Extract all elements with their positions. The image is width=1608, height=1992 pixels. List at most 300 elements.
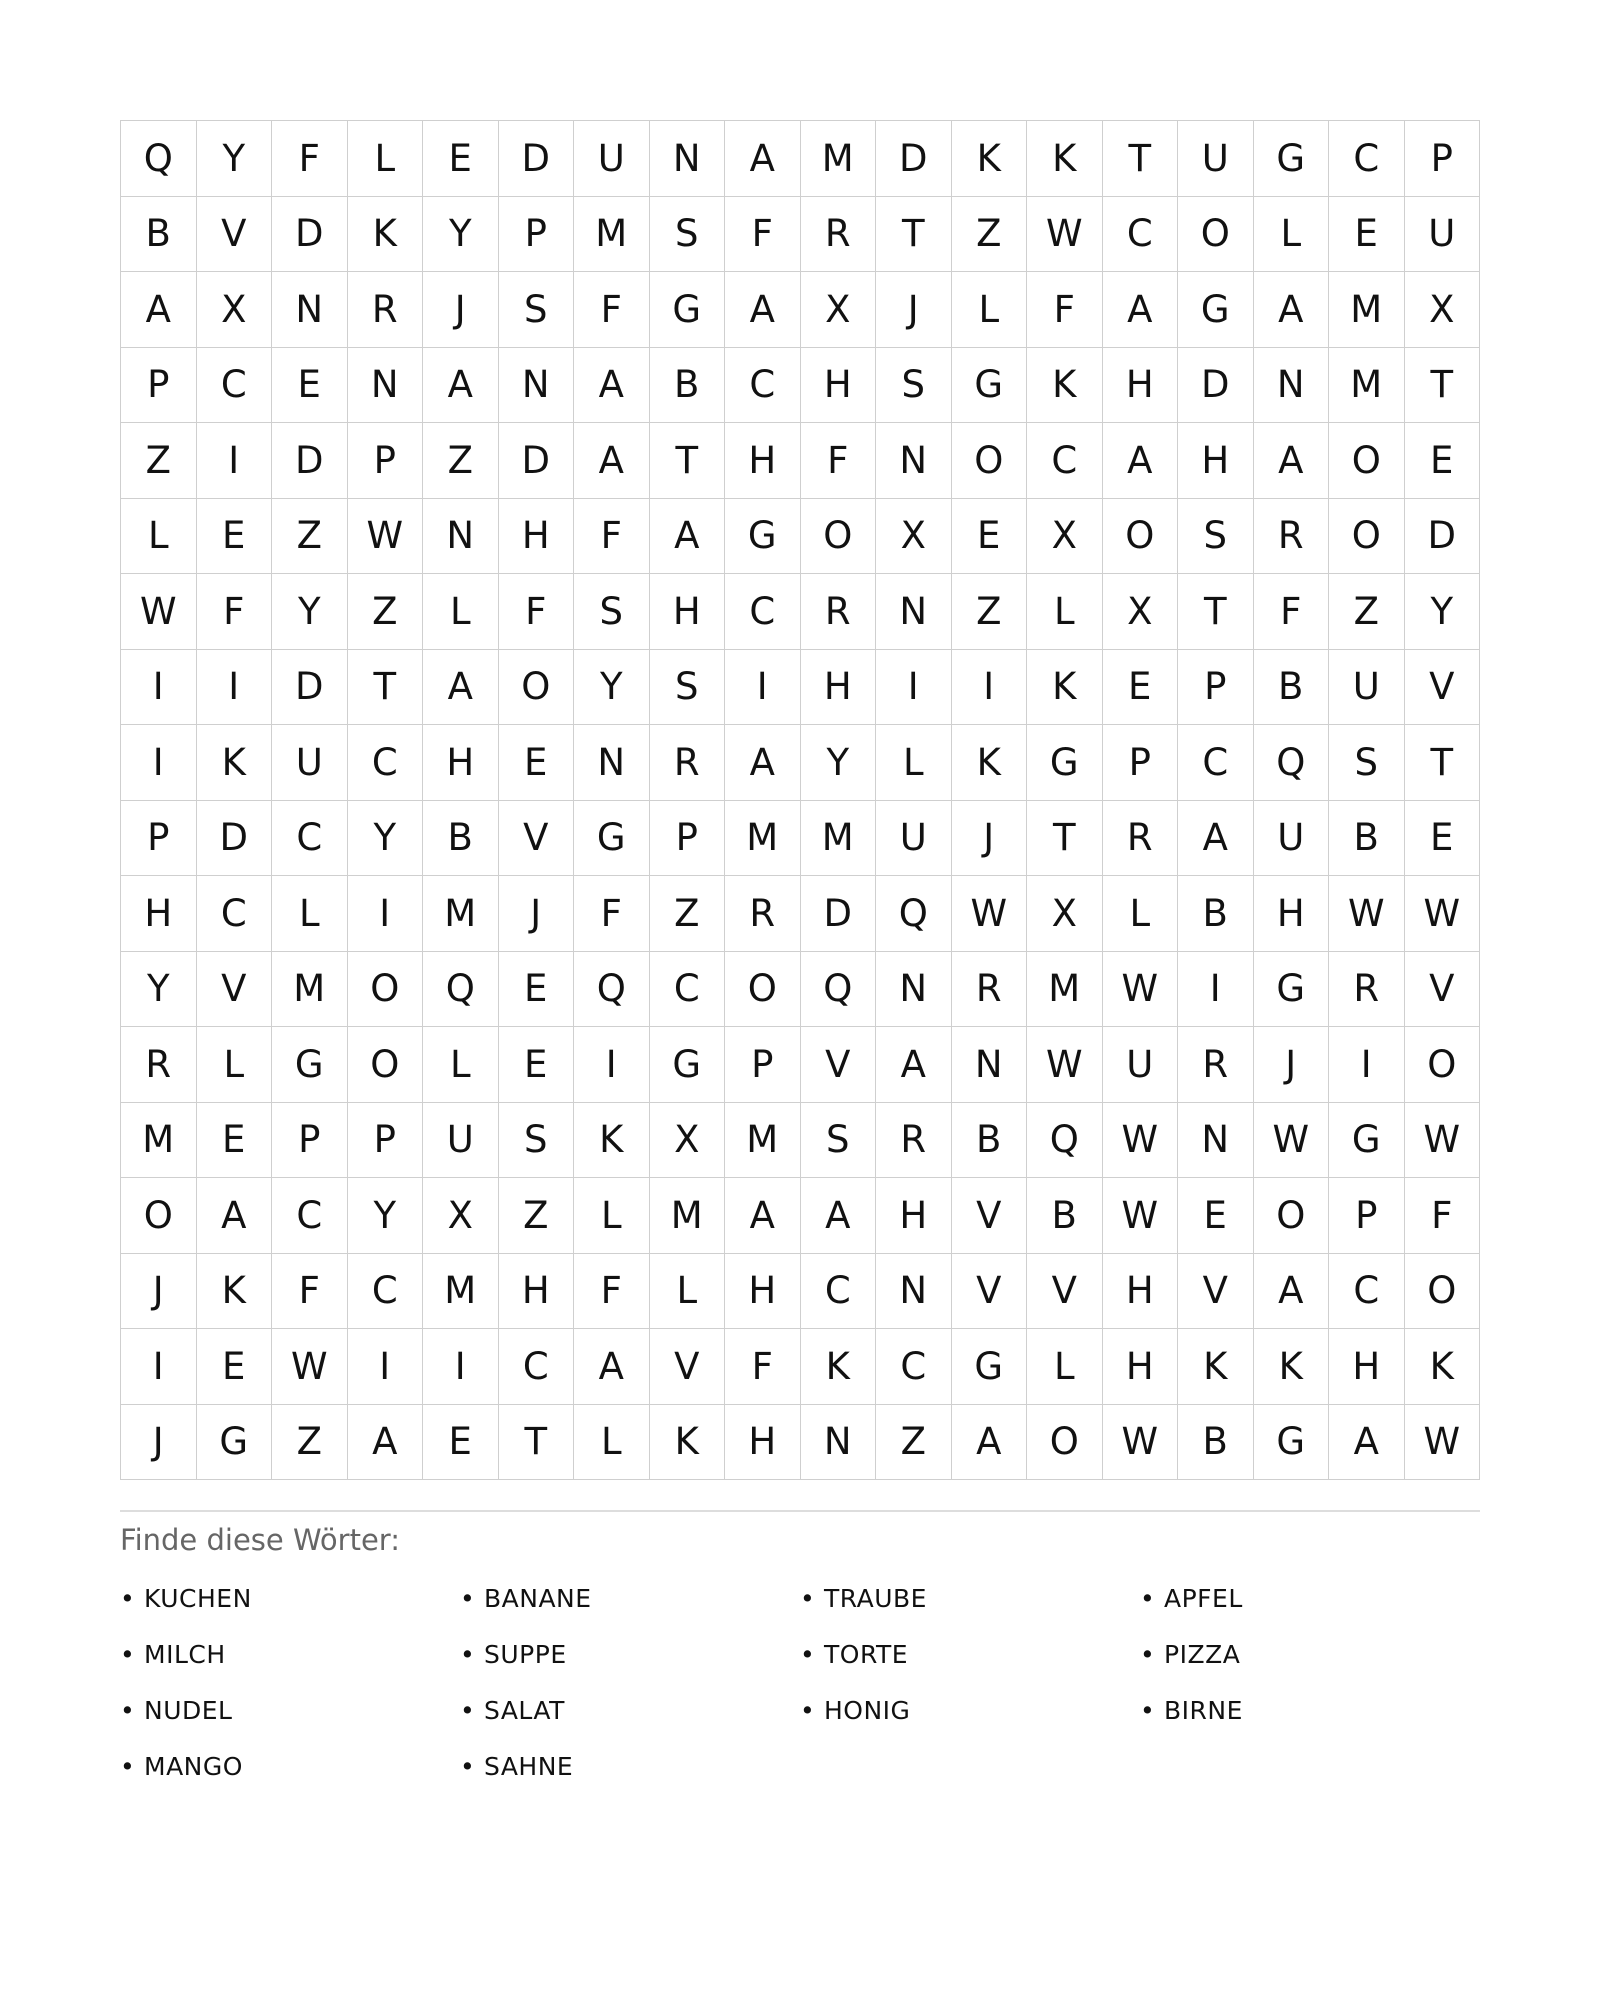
grid-cell[interactable]: X <box>423 1178 499 1254</box>
grid-cell[interactable]: H <box>499 499 575 575</box>
grid-cell[interactable]: E <box>272 348 348 424</box>
grid-cell[interactable]: Z <box>121 423 197 499</box>
grid-cell[interactable]: L <box>1103 876 1179 952</box>
grid-cell[interactable]: V <box>1178 1254 1254 1330</box>
grid-cell[interactable]: Z <box>423 423 499 499</box>
grid-cell[interactable]: V <box>1027 1254 1103 1330</box>
grid-cell[interactable]: T <box>876 197 952 273</box>
grid-cell[interactable]: K <box>348 197 424 273</box>
grid-cell[interactable]: N <box>952 1027 1028 1103</box>
grid-cell[interactable]: N <box>876 423 952 499</box>
grid-cell[interactable]: Z <box>272 499 348 575</box>
grid-cell[interactable]: J <box>121 1405 197 1481</box>
grid-cell[interactable]: I <box>725 650 801 726</box>
grid-cell[interactable]: A <box>876 1027 952 1103</box>
grid-cell[interactable]: A <box>574 348 650 424</box>
grid-cell[interactable]: V <box>1405 952 1481 1028</box>
grid-cell[interactable]: D <box>272 423 348 499</box>
grid-cell[interactable]: T <box>1405 348 1481 424</box>
grid-cell[interactable]: X <box>1103 574 1179 650</box>
grid-cell[interactable]: G <box>1254 1405 1330 1481</box>
grid-cell[interactable]: M <box>423 876 499 952</box>
grid-cell[interactable]: B <box>1027 1178 1103 1254</box>
grid-cell[interactable]: S <box>650 197 726 273</box>
grid-cell[interactable]: E <box>1178 1178 1254 1254</box>
grid-cell[interactable]: O <box>1405 1254 1481 1330</box>
grid-cell[interactable]: G <box>1254 952 1330 1028</box>
grid-cell[interactable]: B <box>1329 801 1405 877</box>
grid-cell[interactable]: S <box>1329 725 1405 801</box>
grid-cell[interactable]: S <box>499 1103 575 1179</box>
grid-cell[interactable]: F <box>1027 272 1103 348</box>
grid-cell[interactable]: J <box>423 272 499 348</box>
grid-cell[interactable]: K <box>1027 650 1103 726</box>
grid-cell[interactable]: O <box>348 1027 424 1103</box>
grid-cell[interactable]: A <box>423 348 499 424</box>
grid-cell[interactable]: K <box>801 1329 877 1405</box>
grid-cell[interactable]: T <box>1103 121 1179 197</box>
grid-cell[interactable]: I <box>348 1329 424 1405</box>
grid-cell[interactable]: K <box>1027 121 1103 197</box>
grid-cell[interactable]: W <box>1103 1405 1179 1481</box>
grid-cell[interactable]: H <box>1103 1254 1179 1330</box>
grid-cell[interactable]: C <box>1178 725 1254 801</box>
grid-cell[interactable]: N <box>348 348 424 424</box>
grid-cell[interactable]: M <box>725 1103 801 1179</box>
grid-cell[interactable]: K <box>1027 348 1103 424</box>
grid-cell[interactable]: X <box>876 499 952 575</box>
grid-cell[interactable]: L <box>574 1405 650 1481</box>
grid-cell[interactable]: N <box>1254 348 1330 424</box>
grid-cell[interactable]: A <box>650 499 726 575</box>
grid-cell[interactable]: W <box>1103 1103 1179 1179</box>
grid-cell[interactable]: S <box>1178 499 1254 575</box>
grid-cell[interactable]: S <box>876 348 952 424</box>
grid-cell[interactable]: P <box>1405 121 1481 197</box>
grid-cell[interactable]: L <box>952 272 1028 348</box>
grid-cell[interactable]: T <box>499 1405 575 1481</box>
grid-cell[interactable]: U <box>1178 121 1254 197</box>
grid-cell[interactable]: M <box>1329 272 1405 348</box>
grid-cell[interactable]: Z <box>499 1178 575 1254</box>
grid-cell[interactable]: H <box>876 1178 952 1254</box>
grid-cell[interactable]: F <box>574 1254 650 1330</box>
grid-cell[interactable]: E <box>1405 801 1481 877</box>
grid-cell[interactable]: I <box>574 1027 650 1103</box>
grid-cell[interactable]: L <box>272 876 348 952</box>
grid-cell[interactable]: F <box>197 574 273 650</box>
grid-cell[interactable]: E <box>1103 650 1179 726</box>
grid-cell[interactable]: T <box>650 423 726 499</box>
grid-cell[interactable]: Y <box>423 197 499 273</box>
grid-cell[interactable]: R <box>876 1103 952 1179</box>
grid-cell[interactable]: O <box>121 1178 197 1254</box>
grid-cell[interactable]: M <box>1027 952 1103 1028</box>
grid-cell[interactable]: L <box>1027 1329 1103 1405</box>
grid-cell[interactable]: A <box>725 1178 801 1254</box>
grid-cell[interactable]: O <box>499 650 575 726</box>
grid-cell[interactable]: R <box>121 1027 197 1103</box>
grid-cell[interactable]: T <box>348 650 424 726</box>
grid-cell[interactable]: M <box>725 801 801 877</box>
grid-cell[interactable]: U <box>272 725 348 801</box>
grid-cell[interactable]: P <box>348 1103 424 1179</box>
grid-cell[interactable]: U <box>876 801 952 877</box>
grid-cell[interactable]: V <box>499 801 575 877</box>
grid-cell[interactable]: V <box>197 952 273 1028</box>
grid-cell[interactable]: U <box>1329 650 1405 726</box>
grid-cell[interactable]: M <box>121 1103 197 1179</box>
grid-cell[interactable]: N <box>1178 1103 1254 1179</box>
grid-cell[interactable]: C <box>272 1178 348 1254</box>
grid-cell[interactable]: G <box>574 801 650 877</box>
grid-cell[interactable]: G <box>952 1329 1028 1405</box>
grid-cell[interactable]: P <box>121 801 197 877</box>
grid-cell[interactable]: O <box>801 499 877 575</box>
grid-cell[interactable]: T <box>1027 801 1103 877</box>
grid-cell[interactable]: W <box>1027 1027 1103 1103</box>
grid-cell[interactable]: O <box>1027 1405 1103 1481</box>
grid-cell[interactable]: N <box>876 952 952 1028</box>
grid-cell[interactable]: W <box>1027 197 1103 273</box>
grid-cell[interactable]: O <box>348 952 424 1028</box>
grid-cell[interactable]: C <box>1329 1254 1405 1330</box>
grid-cell[interactable]: V <box>1405 650 1481 726</box>
grid-cell[interactable]: H <box>725 423 801 499</box>
grid-cell[interactable]: R <box>801 574 877 650</box>
grid-cell[interactable]: N <box>650 121 726 197</box>
grid-cell[interactable]: O <box>1405 1027 1481 1103</box>
grid-cell[interactable]: I <box>952 650 1028 726</box>
grid-cell[interactable]: V <box>197 197 273 273</box>
grid-cell[interactable]: Q <box>876 876 952 952</box>
grid-cell[interactable]: O <box>1329 499 1405 575</box>
grid-cell[interactable]: W <box>1254 1103 1330 1179</box>
grid-cell[interactable]: S <box>499 272 575 348</box>
grid-cell[interactable]: M <box>801 121 877 197</box>
grid-cell[interactable]: B <box>121 197 197 273</box>
grid-cell[interactable]: P <box>1103 725 1179 801</box>
grid-cell[interactable]: C <box>1329 121 1405 197</box>
grid-cell[interactable]: E <box>423 1405 499 1481</box>
grid-cell[interactable]: H <box>423 725 499 801</box>
grid-cell[interactable]: U <box>574 121 650 197</box>
grid-cell[interactable]: O <box>1254 1178 1330 1254</box>
grid-cell[interactable]: P <box>348 423 424 499</box>
grid-cell[interactable]: Q <box>574 952 650 1028</box>
grid-cell[interactable]: W <box>1103 952 1179 1028</box>
grid-cell[interactable]: B <box>952 1103 1028 1179</box>
grid-cell[interactable]: Y <box>348 1178 424 1254</box>
grid-cell[interactable]: K <box>650 1405 726 1481</box>
grid-cell[interactable]: A <box>725 272 801 348</box>
grid-cell[interactable]: V <box>801 1027 877 1103</box>
grid-cell[interactable]: F <box>574 499 650 575</box>
grid-cell[interactable]: K <box>1254 1329 1330 1405</box>
grid-cell[interactable]: E <box>423 121 499 197</box>
grid-cell[interactable]: O <box>952 423 1028 499</box>
grid-cell[interactable]: R <box>801 197 877 273</box>
grid-cell[interactable]: I <box>876 650 952 726</box>
grid-cell[interactable]: H <box>725 1405 801 1481</box>
grid-cell[interactable]: C <box>801 1254 877 1330</box>
grid-cell[interactable]: Z <box>876 1405 952 1481</box>
grid-cell[interactable]: N <box>499 348 575 424</box>
grid-cell[interactable]: A <box>1103 423 1179 499</box>
grid-cell[interactable]: A <box>1178 801 1254 877</box>
grid-cell[interactable]: E <box>499 952 575 1028</box>
grid-cell[interactable]: L <box>876 725 952 801</box>
grid-cell[interactable]: X <box>1027 876 1103 952</box>
grid-cell[interactable]: W <box>1103 1178 1179 1254</box>
grid-cell[interactable]: G <box>650 272 726 348</box>
grid-cell[interactable]: A <box>725 725 801 801</box>
grid-cell[interactable]: Y <box>1405 574 1481 650</box>
grid-cell[interactable]: G <box>725 499 801 575</box>
grid-cell[interactable]: C <box>1027 423 1103 499</box>
grid-cell[interactable]: I <box>197 423 273 499</box>
grid-cell[interactable]: R <box>725 876 801 952</box>
grid-cell[interactable]: I <box>1329 1027 1405 1103</box>
grid-cell[interactable]: N <box>876 574 952 650</box>
grid-cell[interactable]: H <box>121 876 197 952</box>
grid-cell[interactable]: L <box>423 1027 499 1103</box>
grid-cell[interactable]: B <box>423 801 499 877</box>
grid-cell[interactable]: L <box>197 1027 273 1103</box>
grid-cell[interactable]: X <box>1405 272 1481 348</box>
grid-cell[interactable]: U <box>1103 1027 1179 1103</box>
grid-cell[interactable]: H <box>1329 1329 1405 1405</box>
grid-cell[interactable]: C <box>725 348 801 424</box>
grid-cell[interactable]: H <box>1178 423 1254 499</box>
grid-cell[interactable]: Q <box>1027 1103 1103 1179</box>
grid-cell[interactable]: G <box>1254 121 1330 197</box>
grid-cell[interactable]: F <box>725 197 801 273</box>
grid-cell[interactable]: F <box>801 423 877 499</box>
grid-cell[interactable]: K <box>952 121 1028 197</box>
grid-cell[interactable]: N <box>801 1405 877 1481</box>
grid-cell[interactable]: O <box>1329 423 1405 499</box>
grid-cell[interactable]: K <box>197 1254 273 1330</box>
grid-cell[interactable]: D <box>876 121 952 197</box>
grid-cell[interactable]: F <box>272 1254 348 1330</box>
grid-cell[interactable]: X <box>197 272 273 348</box>
grid-cell[interactable]: G <box>952 348 1028 424</box>
grid-cell[interactable]: P <box>1329 1178 1405 1254</box>
grid-cell[interactable]: V <box>952 1178 1028 1254</box>
grid-cell[interactable]: L <box>1254 197 1330 273</box>
grid-cell[interactable]: G <box>1329 1103 1405 1179</box>
grid-cell[interactable]: J <box>121 1254 197 1330</box>
grid-cell[interactable]: C <box>650 952 726 1028</box>
grid-cell[interactable]: C <box>725 574 801 650</box>
grid-cell[interactable]: G <box>1178 272 1254 348</box>
grid-cell[interactable]: D <box>197 801 273 877</box>
grid-cell[interactable]: O <box>1103 499 1179 575</box>
grid-cell[interactable]: H <box>1254 876 1330 952</box>
grid-cell[interactable]: D <box>1405 499 1481 575</box>
grid-cell[interactable]: C <box>197 876 273 952</box>
grid-cell[interactable]: I <box>121 725 197 801</box>
grid-cell[interactable]: H <box>1103 1329 1179 1405</box>
grid-cell[interactable]: P <box>1178 650 1254 726</box>
grid-cell[interactable]: Z <box>952 197 1028 273</box>
grid-cell[interactable]: C <box>1103 197 1179 273</box>
grid-cell[interactable]: A <box>952 1405 1028 1481</box>
grid-cell[interactable]: T <box>1405 725 1481 801</box>
grid-cell[interactable]: E <box>197 1329 273 1405</box>
grid-cell[interactable]: K <box>1405 1329 1481 1405</box>
grid-cell[interactable]: J <box>876 272 952 348</box>
grid-cell[interactable]: D <box>1178 348 1254 424</box>
grid-cell[interactable]: A <box>574 423 650 499</box>
grid-cell[interactable]: G <box>650 1027 726 1103</box>
grid-cell[interactable]: N <box>272 272 348 348</box>
grid-cell[interactable]: A <box>1254 1254 1330 1330</box>
grid-cell[interactable]: W <box>1405 1103 1481 1179</box>
grid-cell[interactable]: Q <box>121 121 197 197</box>
grid-cell[interactable]: W <box>1405 1405 1481 1481</box>
grid-cell[interactable]: F <box>725 1329 801 1405</box>
grid-cell[interactable]: R <box>1178 1027 1254 1103</box>
grid-cell[interactable]: B <box>1178 1405 1254 1481</box>
grid-cell[interactable]: N <box>423 499 499 575</box>
grid-cell[interactable]: A <box>1103 272 1179 348</box>
grid-cell[interactable]: H <box>499 1254 575 1330</box>
grid-cell[interactable]: B <box>650 348 726 424</box>
grid-cell[interactable]: W <box>121 574 197 650</box>
grid-cell[interactable]: C <box>876 1329 952 1405</box>
grid-cell[interactable]: A <box>725 121 801 197</box>
grid-cell[interactable]: Y <box>272 574 348 650</box>
grid-cell[interactable]: U <box>423 1103 499 1179</box>
grid-cell[interactable]: W <box>348 499 424 575</box>
grid-cell[interactable]: M <box>272 952 348 1028</box>
grid-cell[interactable]: S <box>801 1103 877 1179</box>
grid-cell[interactable]: A <box>574 1329 650 1405</box>
grid-cell[interactable]: R <box>1329 952 1405 1028</box>
grid-cell[interactable]: A <box>197 1178 273 1254</box>
grid-cell[interactable]: G <box>197 1405 273 1481</box>
grid-cell[interactable]: J <box>499 876 575 952</box>
grid-cell[interactable]: Y <box>348 801 424 877</box>
grid-cell[interactable]: I <box>1178 952 1254 1028</box>
grid-cell[interactable]: G <box>272 1027 348 1103</box>
grid-cell[interactable]: R <box>650 725 726 801</box>
grid-cell[interactable]: M <box>423 1254 499 1330</box>
grid-cell[interactable]: A <box>1254 272 1330 348</box>
grid-cell[interactable]: E <box>197 1103 273 1179</box>
grid-cell[interactable]: H <box>801 348 877 424</box>
grid-cell[interactable]: J <box>1254 1027 1330 1103</box>
grid-cell[interactable]: P <box>650 801 726 877</box>
grid-cell[interactable]: Q <box>1254 725 1330 801</box>
grid-cell[interactable]: K <box>197 725 273 801</box>
grid-cell[interactable]: Z <box>1329 574 1405 650</box>
grid-cell[interactable]: W <box>952 876 1028 952</box>
grid-cell[interactable]: N <box>574 725 650 801</box>
grid-cell[interactable]: H <box>650 574 726 650</box>
grid-cell[interactable]: B <box>1254 650 1330 726</box>
grid-cell[interactable]: U <box>1405 197 1481 273</box>
grid-cell[interactable]: L <box>348 121 424 197</box>
grid-cell[interactable]: M <box>1329 348 1405 424</box>
grid-cell[interactable]: R <box>1103 801 1179 877</box>
grid-cell[interactable]: E <box>499 725 575 801</box>
grid-cell[interactable]: U <box>1254 801 1330 877</box>
grid-cell[interactable]: W <box>1405 876 1481 952</box>
grid-cell[interactable]: E <box>1405 423 1481 499</box>
grid-cell[interactable]: M <box>650 1178 726 1254</box>
grid-cell[interactable]: D <box>272 650 348 726</box>
grid-cell[interactable]: C <box>272 801 348 877</box>
grid-cell[interactable]: K <box>1178 1329 1254 1405</box>
grid-cell[interactable]: C <box>348 1254 424 1330</box>
grid-cell[interactable]: A <box>423 650 499 726</box>
grid-cell[interactable]: H <box>801 650 877 726</box>
grid-cell[interactable]: C <box>348 725 424 801</box>
grid-cell[interactable]: D <box>272 197 348 273</box>
grid-cell[interactable]: P <box>272 1103 348 1179</box>
grid-cell[interactable]: B <box>1178 876 1254 952</box>
grid-cell[interactable]: C <box>499 1329 575 1405</box>
grid-cell[interactable]: K <box>574 1103 650 1179</box>
grid-cell[interactable]: S <box>574 574 650 650</box>
grid-cell[interactable]: O <box>725 952 801 1028</box>
grid-cell[interactable]: Z <box>650 876 726 952</box>
grid-cell[interactable]: Y <box>197 121 273 197</box>
grid-cell[interactable]: R <box>348 272 424 348</box>
grid-cell[interactable]: P <box>725 1027 801 1103</box>
grid-cell[interactable]: F <box>499 574 575 650</box>
grid-cell[interactable]: L <box>650 1254 726 1330</box>
grid-cell[interactable]: Y <box>801 725 877 801</box>
grid-cell[interactable]: L <box>423 574 499 650</box>
grid-cell[interactable]: O <box>1178 197 1254 273</box>
grid-cell[interactable]: W <box>1329 876 1405 952</box>
grid-cell[interactable]: M <box>801 801 877 877</box>
grid-cell[interactable]: P <box>499 197 575 273</box>
grid-cell[interactable]: X <box>650 1103 726 1179</box>
grid-cell[interactable]: R <box>952 952 1028 1028</box>
grid-cell[interactable]: M <box>574 197 650 273</box>
grid-cell[interactable]: D <box>499 121 575 197</box>
grid-cell[interactable]: Y <box>574 650 650 726</box>
grid-cell[interactable]: J <box>952 801 1028 877</box>
grid-cell[interactable]: D <box>801 876 877 952</box>
grid-cell[interactable]: A <box>1254 423 1330 499</box>
grid-cell[interactable]: E <box>197 499 273 575</box>
grid-cell[interactable]: Z <box>272 1405 348 1481</box>
grid-cell[interactable]: A <box>1329 1405 1405 1481</box>
grid-cell[interactable]: D <box>499 423 575 499</box>
grid-cell[interactable]: E <box>1329 197 1405 273</box>
grid-cell[interactable]: S <box>650 650 726 726</box>
grid-cell[interactable]: Q <box>423 952 499 1028</box>
grid-cell[interactable]: A <box>348 1405 424 1481</box>
grid-cell[interactable]: A <box>801 1178 877 1254</box>
grid-cell[interactable]: V <box>952 1254 1028 1330</box>
grid-cell[interactable]: X <box>1027 499 1103 575</box>
grid-cell[interactable]: W <box>272 1329 348 1405</box>
grid-cell[interactable]: E <box>499 1027 575 1103</box>
grid-cell[interactable]: F <box>574 876 650 952</box>
grid-cell[interactable]: F <box>272 121 348 197</box>
grid-cell[interactable]: E <box>952 499 1028 575</box>
grid-cell[interactable]: Q <box>801 952 877 1028</box>
grid-cell[interactable]: L <box>1027 574 1103 650</box>
grid-cell[interactable]: C <box>197 348 273 424</box>
